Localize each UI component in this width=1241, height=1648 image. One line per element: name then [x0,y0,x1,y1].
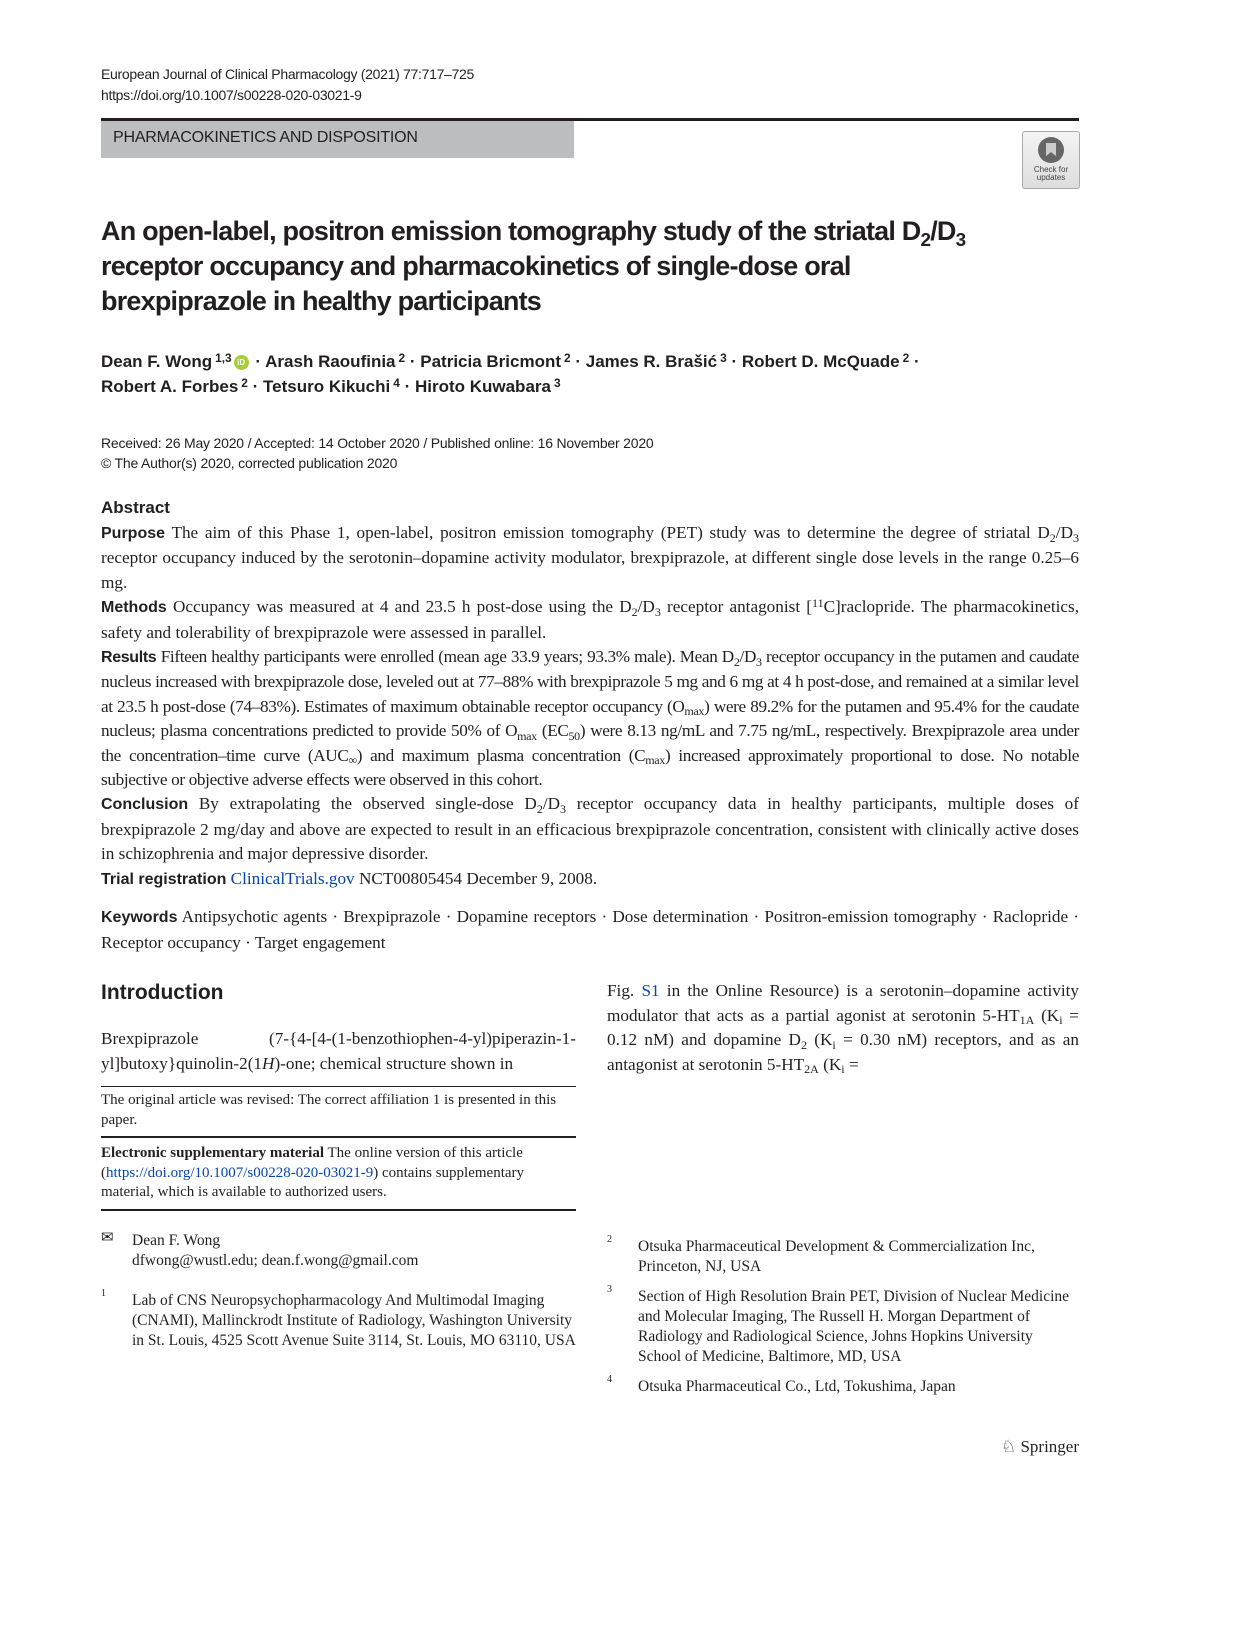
affiliation-number: 4 [607,1374,612,1386]
text-segment: i [1059,1013,1063,1028]
introduction-heading: Introduction [101,981,224,1005]
author-name[interactable]: Robert D. McQuade [741,352,900,371]
footnotes [101,1086,576,1211]
inline-link[interactable]: receptor occupancy and pharmacokinetics of single-dose oral brexpiprazole in healthy participants [101,251,851,316]
trial-label: Trial registration [101,870,227,888]
revision-note: The original article was revised: The correct affiliation 1 is presented in this paper. [101,1086,576,1138]
publisher-name: Springer [1020,1437,1079,1457]
affiliation-number: 2 [607,1234,612,1246]
copyright: © The Author(s) 2020, corrected publication 2020 [101,455,398,471]
inline-link[interactable]: Occupancy was measured at 4 and 23.5 h post-dose using the D [166,597,632,617]
affiliation-4 [607,1374,1079,1397]
results-label: Results [101,649,157,667]
author[interactable] [586,352,727,371]
abstract-trial [101,867,1079,892]
section-band: PHARMACOKINETICS AND DISPOSITION [101,121,574,158]
keywords-text: Antipsychotic agents · Brexpiprazole · Dopamine receptors · Dose determination · Positron-emission tomography · Raclopride · Receptor occupancy · Target engagement [101,907,1079,953]
inline-link[interactable]: The aim of this Phase 1, open-label, positron emission tomography (PET) study was to determine the degree of striatal D [165,523,1050,542]
inline-link[interactable]: )-one; chemical structure shown in [274,1053,514,1073]
inline-link[interactable]: in the Online Resource) is a serotonin–dopamine activity modulator that acts as a partial agonist at serotonin 5-HT [607,981,1079,1025]
inline-link[interactable]: Fifteen healthy participants were enrolled (mean age 33.9 years; 93.3% male). Mean D [156,647,734,667]
conclusion-text [101,794,1079,863]
methods-text [101,597,1079,641]
methods-label: Methods [101,599,167,617]
author-affiliation: 2 [398,350,406,365]
affiliation-text: Section of High Resolution Brain PET, Division of Nuclear Medicine and Molecular Imaging, The Russell H. Morgan Department of Radiology and Radiological Science, Johns Hopkins University School of Medicine, Baltimore, MD, USA [638,1288,1070,1366]
author-name[interactable]: Hiroto Kuwabara [414,377,551,396]
abstract-results [101,645,1079,792]
inline-link[interactable]: receptor antagonist [ [660,597,812,617]
author[interactable] [263,377,400,396]
author-affiliation: 3 [553,375,561,390]
affiliation-2 [607,1234,1079,1277]
esm-text-2: ) contains supplementary material, which is available to authorized users. [101,1164,525,1201]
inline-link[interactable]: Fig. [607,981,642,1001]
inline-link[interactable]: (K [1034,1005,1060,1025]
author-name[interactable]: Dean F. Wong [101,352,213,371]
inline-link[interactable]: receptor occupancy in the putamen and caudate nucleus increased with brexpiprazole dose, leveled out at 77–88% with brexpiprazole 5 mg and 6 mg at 4 h post-dose, and remained at a similar level at 23.5 h post-dose (74–83%). Estimates of maximum obtainable receptor occupancy (O [101,647,1079,716]
correspondence [101,1231,576,1271]
text-segment: 3 [756,654,762,669]
esm-label: Electronic supplementary material [101,1145,325,1162]
text-segment: 2 [1049,530,1056,545]
affiliation-3 [607,1284,1079,1367]
text-segment: 3 [1072,530,1079,545]
clinicaltrials-link[interactable]: ClinicalTrials.gov [230,868,355,888]
esm-note [101,1138,576,1211]
springer-logo [101,1437,1079,1457]
text-segment: 50 [568,728,580,743]
author-name[interactable]: Robert A. Forbes [101,377,239,396]
author-affiliation: 3 [720,350,727,365]
inline-link[interactable]: (K [806,1030,833,1050]
text-segment: 2 [631,604,638,619]
inline-link[interactable]: Brexpiprazole (7-{4-[4-(1-benzothiophen-4-yl)piperazin-1-yl]butoxy}quinolin-2(1 [101,1029,576,1073]
affiliation-number: 1 [101,1287,106,1299]
author[interactable] [415,377,561,396]
inline-link[interactable]: By extrapolating the observed single-dose D [188,794,537,814]
author[interactable] [742,352,909,371]
received-accepted-published: Received: 26 May 2020 / Accepted: 14 October 2020 / Published online: 16 November 2020 [101,435,654,451]
keywords-label: Keywords [101,909,178,927]
inline-link[interactable]: /D [930,216,956,246]
author-affiliation: 1,3 [215,350,232,365]
two-column-body [101,979,1079,1397]
text-segment: ∞ [348,753,357,768]
author[interactable] [420,352,570,371]
conclusion-label: Conclusion [101,796,189,814]
keywords [101,904,1079,955]
text-segment: 3 [560,802,567,817]
inline-link[interactable]: /D [1055,523,1073,542]
author[interactable] [101,377,248,396]
author[interactable] [265,352,405,371]
inline-link[interactable]: (EC [536,721,569,741]
inline-link[interactable]: ) and maximum plasma concentration (C [356,745,646,765]
text-segment: 2 [920,229,931,251]
introduction-right [607,979,1079,1077]
check-for-updates-button[interactable] [1022,131,1080,189]
orcid-icon[interactable]: iD [234,355,249,370]
text-segment: 2 [536,802,543,817]
article-title [101,214,1021,319]
article-body [101,214,1079,1457]
left-column [101,979,576,1351]
abstract-purpose [101,521,1079,595]
author-name[interactable]: Arash Raoufinia [265,352,396,371]
abstract-heading: Abstract [101,498,170,517]
inline-link[interactable]: = 0.12 nM) and dopamine D [607,1005,1079,1050]
author-affiliation: 2 [902,350,910,365]
bookmark-icon [1038,137,1064,163]
results-text [101,647,1079,789]
inline-link[interactable]: receptor occupancy induced by the serotonin–dopamine activity modulator, brexpiprazole, at different single dose levels in the range 0.25–6 mg. [101,548,1079,592]
abstract-methods [101,595,1079,645]
text-segment: max [645,753,665,768]
inline-link[interactable]: /D [542,794,561,814]
correspondence-name: Dean F. Wong [132,1231,221,1249]
text-segment: H [262,1053,275,1073]
affiliation-text: Otsuka Pharmaceutical Co., Ltd, Tokushima, Japan [638,1378,956,1396]
inline-link[interactable]: S1 [641,981,660,1001]
inline-link[interactable]: C]raclopride. The pharmacokinetics, safety and tolerability of brexpiprazole were assessed in parallel. [101,597,1079,642]
inline-link[interactable]: ) increased approximately proportional to dose. No notable subjective or objective adverse effects were observed in this cohort. [101,745,1079,790]
text-segment: 3 [955,229,966,251]
envelope-icon: ✉ [101,1229,114,1246]
author-affiliation: 4 [393,375,400,390]
affiliation-1 [101,1287,576,1351]
journal-name: European Journal of Clinical Pharmacology (2021) 77:717–725 [101,66,474,82]
esm-link[interactable]: https://doi.org/10.1007/s00228-020-03021-9 [106,1164,374,1181]
author-list: Dean F. Wong $^{1,3}$ iD · Arash Raoufinia $^2$ · Patricia Bricmont $^2$ · James R. Brašić $^3$ · Robert D. McQuade $^2$ · Robert A. Forbes $^2$ · Tetsuro Kikuchi $^4$ · Hiroto Kuwabara $^3$ [101,350,920,396]
introduction-left [101,1027,576,1076]
purpose-label: Purpose [101,525,166,542]
inline-link[interactable]: /D [739,647,757,667]
inline-link[interactable]: /D [637,597,655,617]
inline-link[interactable]: (K [818,1054,842,1074]
inline-link[interactable]: = 0.30 nM) receptors, and as an antagonist at serotonin 5-HT [607,1030,1079,1074]
text-segment: 3 [654,604,661,619]
text-segment: max [684,704,705,719]
affiliation-text: Lab of CNS Neuropsychopharmacology And Multimodal Imaging (CNAMI), Mallinckrodt Institute of Radiology, Washington University in St. Louis, 4525 Scott Avenue Suite 3114, St. Louis, MO 63110, USA [132,1291,576,1349]
text-segment: i [841,1062,845,1077]
author-name[interactable]: James R. Brašić [585,352,718,371]
right-column [607,979,1079,1397]
inline-link[interactable]: ) were 89.2% for the putamen and 95.4% for the caudate nucleus; plasma concentrations predicted to provide 50% of O [101,696,1079,741]
text-segment: 1A [1019,1013,1035,1028]
text-segment: 2A [804,1062,819,1077]
check-updates-label: Check for updates [1033,165,1069,182]
author-affiliation: 2 [564,350,571,365]
journal-citation [101,64,474,106]
text-segment: 11 [812,595,824,610]
author-affiliation: 2 [241,375,248,390]
abstract [101,497,1079,892]
inline-link[interactable]: = [844,1054,859,1074]
abstract-conclusion [101,792,1079,866]
affiliation-text: Otsuka Pharmaceutical Development & Commercialization Inc, Princeton, NJ, USA [638,1238,1035,1276]
inline-link[interactable]: receptor occupancy data in healthy participants, multiple doses of brexpiprazole 2 mg/day and above are expected to result in an efficacious brexpiprazole concentration, consistent with clinically active doses in schizophrenia and major depressive disorder. [101,794,1079,864]
article-dates [101,433,1079,473]
affiliation-number: 3 [607,1284,612,1296]
text-segment: 2 [733,654,740,669]
correspondence-emails[interactable]: dfwong@wustl.edu; dean.f.wong@gmail.com [132,1251,419,1269]
author-name[interactable]: Tetsuro Kikuchi [263,377,391,396]
doi-link[interactable]: https://doi.org/10.1007/s00228-020-03021-9 [101,87,362,103]
inline-link[interactable]: An open-label, positron emission tomography study of the striatal D [101,216,921,246]
springer-horse-icon: ♘ [1000,1437,1017,1457]
text-segment: max [517,728,537,743]
purpose-text [101,523,1079,592]
esm-text: The online version of this article ( [101,1145,523,1181]
trial-text: NCT00805454 December 9, 2008. [354,868,598,888]
text-segment: 2 [800,1037,807,1052]
author[interactable] [101,352,251,371]
text-segment: i [832,1037,836,1052]
inline-link[interactable]: ) were 8.13 ng/mL and 7.75 ng/mL, respectively. Brexpiprazole area under the concentration–time curve (AUC [101,721,1079,765]
author-name[interactable]: Patricia Bricmont [420,352,562,371]
